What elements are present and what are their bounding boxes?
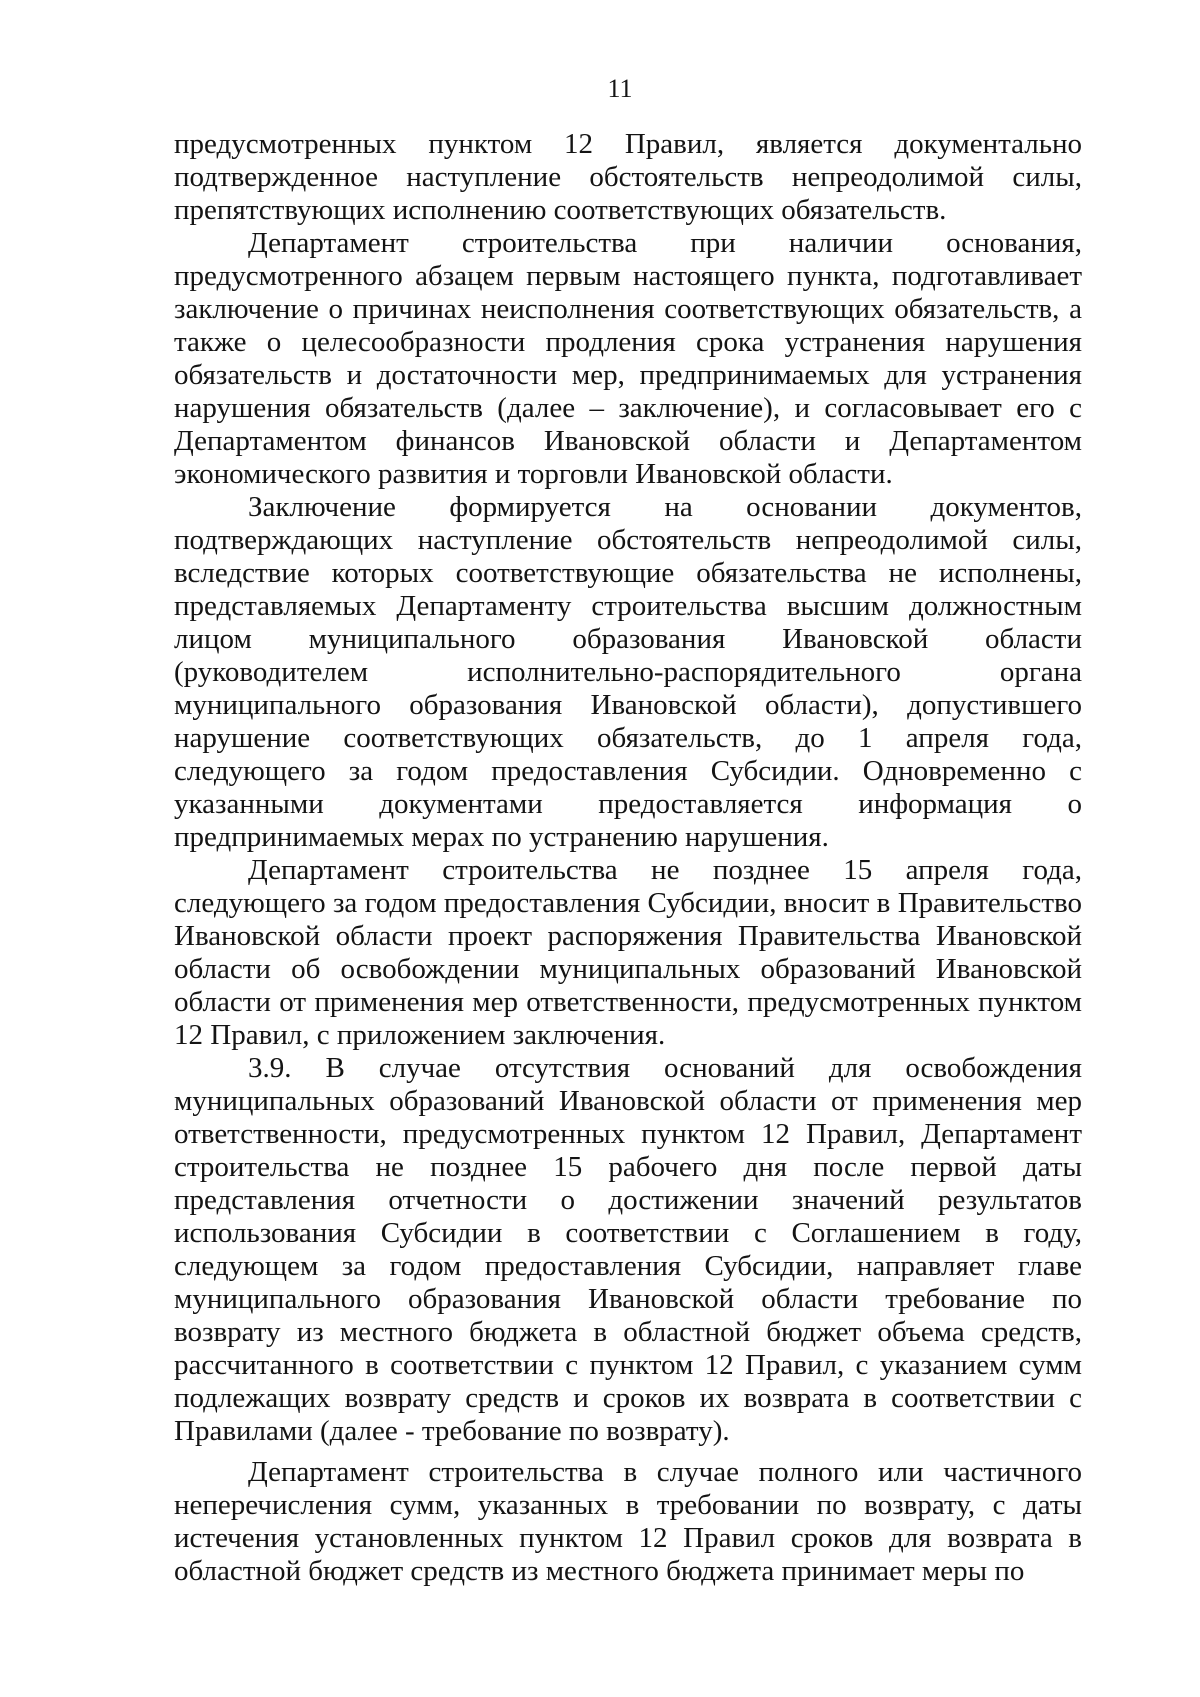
paragraph-3-9: 3.9. В случае отсутствия оснований для освобождения муниципальных образований Ивановской области от применения мер ответственности, предусмотренных пунктом 12 Правил, Департамент строительства не позднее 15 рабочего дня после первой даты представления отчетности о достижении значений результатов использования Субсидии в соответствии с Соглашением в году, следующем за годом предоставления Субсидии, направляет главе муниципального образования Ивановской области требование по возврату из местного бюджета в областной бюджет объема средств, рассчитанного в соответствии с пунктом 12 Правил, с указанием сумм подлежащих возврату средств и сроков их возврата в соответствии с Правилами (далее - требование по возврату). [174,1052,1082,1447]
document-body [174,128,1082,1588]
paragraph-conclusion-basis: Заключение формируется на основании документов, подтверждающих наступление обстоятельств непреодолимой силы, вследствие которых соответствующие обязательства не исполнены, представляемых Департаменту строительства высшим должностным лицом муниципального образования Ивановской области (руководителем исполнительно-распорядительного органа муниципального образования Ивановской области), допустившего нарушение соответствующих обязательств, до 1 апреля года, следующего за годом предоставления Субсидии. Одновременно с указанными документами предоставляется информация о предпринимаемых мерах по устранению нарушения. [174,491,1082,853]
paragraph-conclusion-preparation: Департамент строительства при наличии основания, предусмотренного абзацем первым настоящего пункта, подготавливает заключение о причинах неисполнения соответствующих обязательств, а также о целесообразности продления срока устранения нарушения обязательств и достаточности мер, предпринимаемых для устранения нарушения обязательств (далее – заключение), и согласовывает его с Департаментом финансов Ивановской области и Департаментом экономического развития и торговли Ивановской области. [174,227,1082,490]
paragraph-non-transfer: Департамент строительства в случае полного или частичного неперечисления сумм, указанных в требовании по возврату, с даты истечения установленных пунктом 12 Правил сроков для возврата в областной бюджет средств из местного бюджета принимает меры по [174,1456,1082,1587]
page-number: 11 [607,74,633,103]
paragraph-continuation: предусмотренных пунктом 12 Правил, является документально подтвержденное наступление обстоятельств непреодолимой силы, препятствующих исполнению соответствующих обязательств. [174,128,1082,226]
paragraph-draft-order: Департамент строительства не позднее 15 апреля года, следующего за годом предоставления Субсидии, вносит в Правительство Ивановской области проект распоряжения Правительства Ивановской области об освобождении муниципальных образований Ивановской области от применения мер ответственности, предусмотренных пунктом 12 Правил, с приложением заключения. [174,854,1082,1051]
